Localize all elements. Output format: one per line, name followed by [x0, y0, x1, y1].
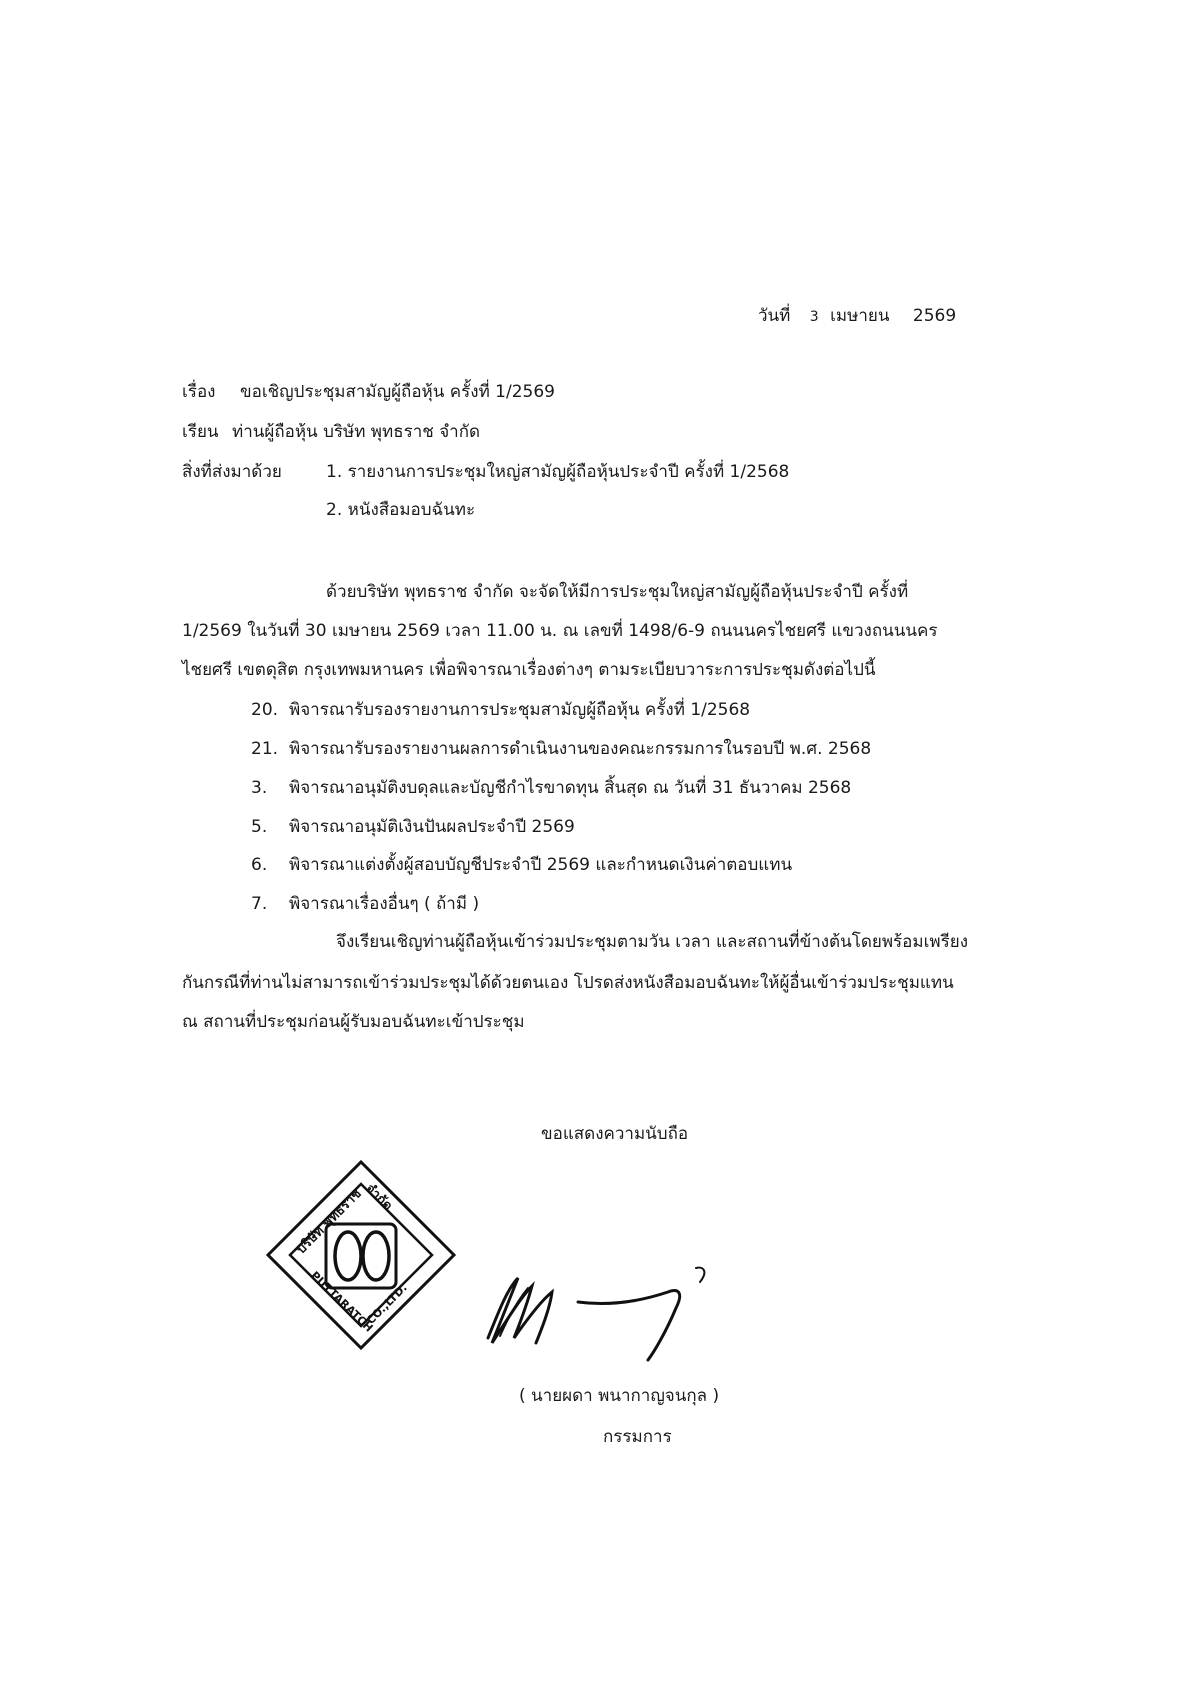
subject-label: เรื่อง	[182, 382, 216, 402]
closing-salutation: ขอแสดงความนับถือ	[541, 1124, 689, 1144]
date-label: วันที่	[758, 306, 791, 326]
agenda-text: พิจารณาเรื่องอื่นๆ ( ถ้ามี )	[289, 894, 480, 914]
date-day: 3	[809, 309, 819, 325]
agenda-number: 7.	[251, 894, 268, 914]
closing-paragraph-line: กันกรณีที่ท่านไม่สามารถเข้าร่วมประชุมได้ด้วยตนเอง โปรดส่งหนังสือมอบฉันทะให้ผู้อื่นเข้าร่วมประชุมแทน	[182, 973, 954, 993]
recipient-line	[182, 418, 480, 445]
agenda-item	[251, 696, 750, 723]
date-month: เมษายน	[830, 306, 890, 326]
agenda-item	[251, 813, 575, 840]
enclosure-item: 2. หนังสือมอบฉันทะ	[326, 500, 476, 520]
signature-icon	[478, 1248, 748, 1368]
body-line: 1/2569 ในวันที่ 30 เมษายน 2569 เวลา 11.00 น. ณ เลขที่ 1498/6-9 ถนนนครไชยศรี แขวงถนนนคร	[182, 621, 938, 641]
agenda-number: 3.	[251, 778, 268, 798]
agenda-text: พิจารณารับรองรายงานการประชุมสามัญผู้ถือหุ้น ครั้งที่ 1/2568	[289, 700, 751, 720]
signatory-name: ( นายผดา พนากาญจนกุล )	[519, 1386, 720, 1406]
svg-text:บริษัท พุทธราช จำกัด: บริษัท พุทธราช จำกัด	[293, 1181, 395, 1258]
recipient-text: ท่านผู้ถือหุ้น บริษัท พุทธราช จำกัด	[232, 422, 481, 442]
letter-date	[758, 302, 956, 329]
svg-text:PUTTARATCH CO.,LTD.: PUTTARATCH CO.,LTD.	[308, 1268, 410, 1335]
agenda-number: 20.	[251, 700, 279, 720]
company-seal-icon	[266, 1160, 456, 1350]
agenda-item	[251, 851, 792, 878]
agenda-text: พิจารณารับรองรายงานผลการดำเนินงานของคณะกรรมการในรอบปี พ.ศ. 2568	[289, 739, 872, 759]
date-year: 2569	[912, 306, 957, 326]
agenda-text: พิจารณาอนุมัติงบดุลและบัญชีกำไรขาดทุน สิ้นสุด ณ วันที่ 31 ธันวาคม 2568	[289, 778, 852, 798]
body-line: ด้วยบริษัท พุทธราช จำกัด จะจัดให้มีการประชุมใหญ่สามัญผู้ถือหุ้นประจำปี ครั้งที่	[326, 582, 909, 602]
closing-paragraph-line: จึงเรียนเชิญท่านผู้ถือหุ้นเข้าร่วมประชุมตามวัน เวลา และสถานที่ข้างต้นโดยพร้อมเพรียง	[336, 932, 968, 952]
subject-text: ขอเชิญประชุมสามัญผู้ถือหุ้น ครั้งที่ 1/2569	[240, 382, 555, 402]
subject-line	[182, 378, 555, 405]
enclosure-item: 1. รายงานการประชุมใหญ่สามัญผู้ถือหุ้นประจำปี ครั้งที่ 1/2568	[326, 462, 790, 482]
agenda-number: 5.	[251, 817, 268, 837]
agenda-text: พิจารณาอนุมัติเงินปันผลประจำปี 2569	[289, 817, 575, 837]
enclosures-line	[182, 458, 789, 485]
agenda-item	[251, 774, 851, 801]
closing-paragraph-line: ณ สถานที่ประชุมก่อนผู้รับมอบฉันทะเข้าประชุม	[182, 1012, 525, 1032]
enclosures-label: สิ่งที่ส่งมาด้วย	[182, 462, 282, 482]
recipient-label: เรียน	[182, 422, 219, 442]
signatory-title: กรรมการ	[603, 1427, 672, 1447]
agenda-number: 6.	[251, 855, 268, 875]
agenda-number: 21.	[251, 739, 279, 759]
body-line: ไชยศรี เขตดุสิต กรุงเทพมหานคร เพื่อพิจารณาเรื่องต่างๆ ตามระเบียบวาระการประชุมดังต่อไปนี้	[182, 660, 876, 680]
agenda-item	[251, 735, 871, 762]
agenda-text: พิจารณาแต่งตั้งผู้สอบบัญชีประจำปี 2569 และกำหนดเงินค่าตอบแทน	[289, 855, 793, 875]
agenda-item	[251, 890, 479, 917]
